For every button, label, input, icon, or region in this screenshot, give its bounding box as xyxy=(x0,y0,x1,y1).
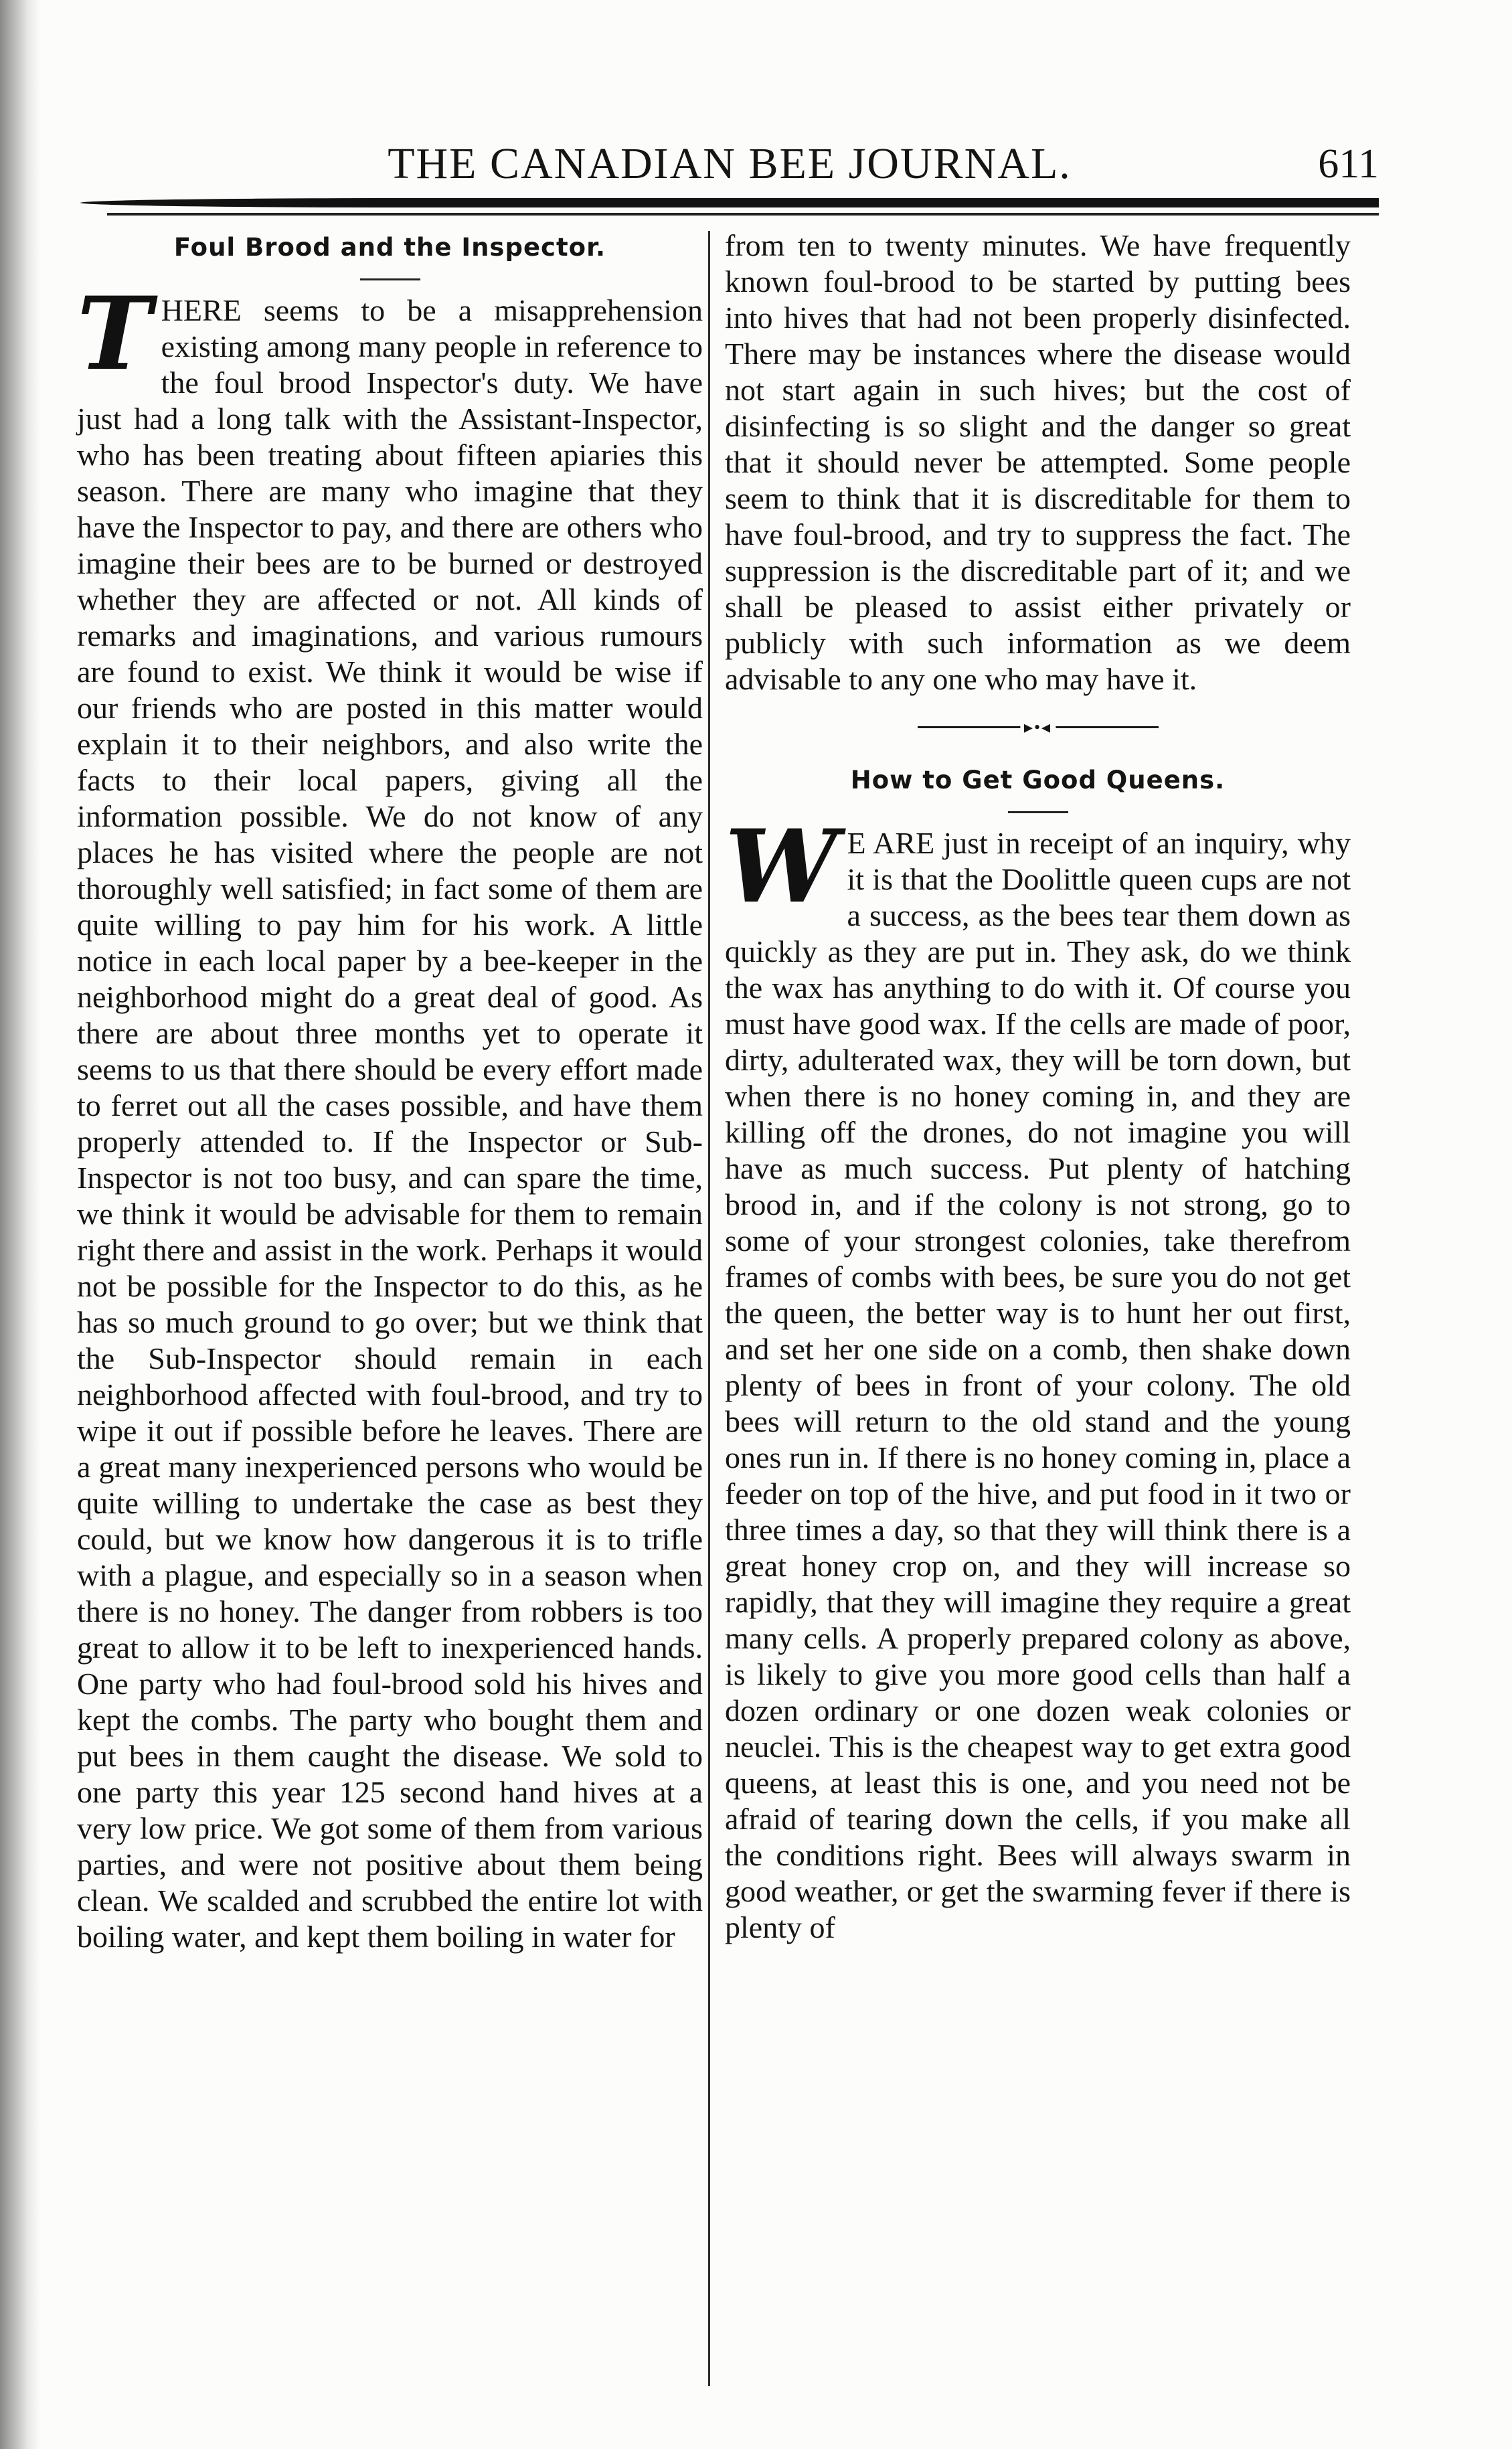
header-rule-thin xyxy=(107,213,1379,216)
page-number: 611 xyxy=(1318,141,1379,187)
journal-title: THE CANADIAN BEE JOURNAL. xyxy=(388,139,1072,188)
section-divider xyxy=(918,717,1159,738)
article-text: E ARE just in receipt of an inquiry, why it is that the Doolittle queen cups are not a success, as the bees tear them down as quickly as they are put in. They ask, do we think the wax has anything to do with it. Of course you must have good wax. If the cells are made of poor, dirty, adulterated wax, they will be torn down, but when there is no honey coming in, and they are killing off the drones, do not imagine you will have as much success. Put plenty of hatching brood in, and if the colony is not strong, go to some of your strongest colonies, take therefrom frames of combs with bees, be sure you do not get the queen, the better way is to hunt her out first, and set her one side on a comb, then shake down plenty of bees in front of your colony. The old bees will return to the old stand and the young ones run in. If there is no honey coming in, place a feeder on top of the hive, and put food in it two or three times a day, so that they will think there is a great honey crop on, and they will increase so rapidly, that they will imagine they require a great many cells. A properly prepared colony as above, is likely to give you more good cells than half a dozen ordinary or one dozen weak colonies or neuclei. This is the cheapest way to get extra good queens, at least this is one, and you need not be afraid of tearing down the cells, if you make all the conditions right. Bees will always swarm in good weather, or get the swarming fever if there is plenty of xyxy=(725,826,1351,1944)
article-body-good-queens xyxy=(725,808,1351,1946)
divider-ornament: ▸•◂ xyxy=(1020,717,1056,738)
article-heading-good-queens: How to Get Good Queens. xyxy=(850,766,1226,794)
article-heading-foul-brood: Foul Brood and the Inspector. xyxy=(173,233,606,262)
scan-shadow-edge xyxy=(0,0,40,2449)
right-column xyxy=(725,228,1351,1946)
heading-rule xyxy=(360,278,420,280)
heading-rule xyxy=(1008,811,1068,813)
drop-cap: W xyxy=(725,808,838,926)
article-text: HERE seems to be a misapprehension existing among many people in reference to the foul brood Inspector's duty. We have just had a long talk with the Assistant-Inspector, who has been treating about fifteen apiaries this season. There are many who imagine that they have the Inspector to pay, and there are others who imagine their bees are to be burned or destroyed whether they are affected or not. All kinds of remarks and imaginations, and various rumours are found to exist. We think it would be wise if our friends who are posted in this matter would explain it to their neighbors, and also write the facts to their local papers, giving all the information possible. We do not know of any places he has visited where the people are not thoroughly well satisfied; in fact some of them are quite willing to pay him for his work. A little notice in each local paper by a bee-keeper in the neighborhood might do a great deal of good. As there are about three months yet to operate it seems to us that there should be every effort made to ferret out all the cases possible, and have them properly attended to. If the Inspector or Sub-Inspector is not too busy, and can spare the time, we think it would be advisable for them to remain right there and assist in the work. Perhaps it would not be possible for the Inspector to do this, as he has so much ground to go over; but we think that the Sub-Inspector should remain in each neighborhood affected with foul-brood, and try to wipe it out if possible before he leaves. There are a great many inexperienced persons who would be quite willing to undertake the case as best they could, but we know how dangerous it is to trifle with a plague, and especially so in a season when there is no honey. The danger from robbers is too great to allow it to be left to inexperienced hands. One party who had foul-brood sold his hives and kept the combs. The party who bought them and put bees in them caught the disease. We sold to one party this year 125 second hand hives at a very low price. We got some of them from various parties, and were not positive about them being clean. We scalded and scrubbed the entire lot with boiling water, and kept them boiling in water for xyxy=(77,293,703,1954)
drop-cap: T xyxy=(77,275,152,393)
header-rule xyxy=(80,198,1379,207)
article-continuation: from ten to twenty minutes. We have frequently known foul-brood to be started by putting bees into hives that had not been properly disinfected. There may be instances where the disease would not start again in such hives; but the cost of disinfecting is so slight and the danger so great that it should never be attempted. Some people seem to think that it is discreditable for them to have foul-brood, and try to suppress the fact. The suppression is the discreditable part of it; and we shall be pleased to assist either privately or publicly with such information as we deem advisable to any one who may have it. xyxy=(725,228,1351,696)
page-header xyxy=(80,134,1379,207)
article-body-foul-brood xyxy=(77,275,703,1955)
column-divider xyxy=(708,231,710,2386)
left-column xyxy=(77,228,703,1955)
